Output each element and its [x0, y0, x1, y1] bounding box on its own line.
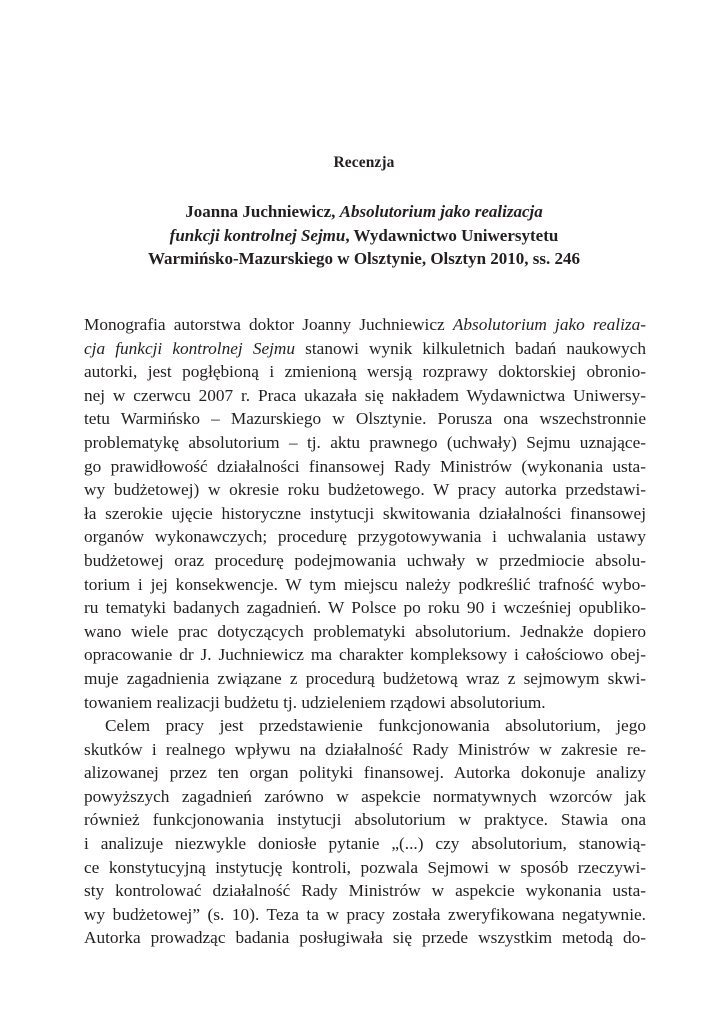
review-heading: [90, 200, 638, 271]
text-line: towaniem realizacji budżetu tj. udzieleniem rządowi absolutorium.: [84, 692, 546, 712]
text-line: wano wiele prac dotyczących problematyki absolutorium. Jednakże dopiero: [84, 621, 646, 641]
heading-title-italic: funkcji kontrolnej Sejmu: [169, 225, 346, 245]
text-run: stanowi wynik kilkuletnich badań naukowych: [295, 338, 646, 358]
text-line: nej w czerwcu 2007 r. Praca ukazała się nakładem Wydawnictwa Uniwersy-: [84, 385, 646, 405]
text-line: powyższych zagadnień zarówno w aspekcie normatywnych wzorców jak: [84, 786, 646, 806]
text-line: budżetowej oraz procedurę podejmowania uchwały w przedmiocie absolu-: [84, 550, 646, 570]
paragraph-2: [84, 714, 646, 950]
text-line: ru tematyki badanych zagadnień. W Polsce po roku 90 i wcześniej opubliko-: [84, 598, 646, 618]
heading-publisher-details: Warmińsko-Mazurskiego w Olsztynie, Olsztyn 2010, ss. 246: [147, 249, 581, 268]
text-line: Autorka prowadząc badania posługiwała się przede wszystkim metodą do-: [84, 928, 646, 948]
heading-author: Joanna Juchniewicz,: [185, 202, 340, 221]
heading-line: [90, 224, 638, 248]
text-line: również funkcjonowania instytucji absolutorium w praktyce. Stawia ona: [84, 810, 646, 830]
text-line: opracowanie dr J. Juchniewicz ma charakter kompleksowy i całościowo obej-: [84, 645, 646, 665]
text-line: i analizuje niezwykle doniosłe pytanie „(...) czy absolutorium, stanowią-: [84, 834, 646, 854]
book-title-italic: Absolutorium jako realiza-: [452, 315, 646, 334]
text-line: torium i jej konsekwencje. W tym miejscu należy podkreślić trafność wybo-: [84, 574, 646, 594]
text-line: go prawidłowość działalności finansowej Rady Ministrów (wykonania usta-: [84, 456, 646, 476]
text-line: ła szerokie ujęcie historyczne instytucji skwitowania działalności finansowej: [84, 503, 646, 523]
heading-title-italic: Absolutorium jako realizacja: [339, 202, 543, 221]
text-line: autorki, jest pogłębioną i zmienioną wersją rozprawy doktorskiej obronio-: [84, 362, 646, 382]
text-line: ce konstytucyjną instytucję kontroli, pozwala Sejmowi w sposób rzeczywi-: [84, 857, 646, 877]
heading-publisher: , Wydawnictwo Uniwersytetu: [345, 225, 559, 245]
text-line: [84, 337, 646, 361]
text-line: sty kontrolować działalność Rady Ministrów w aspekcie wykonania usta-: [84, 881, 646, 901]
review-body: [84, 313, 646, 950]
text-line: wy budżetowej) w okresie roku budżetowego. W pracy autorka przedstawi-: [84, 480, 646, 500]
text-line: problematykę absolutorium – tj. aktu prawnego (uchwały) Sejmu uznające-: [84, 432, 646, 452]
text-line: wy budżetowej” (s. 10). Teza ta w pracy została zweryfikowana negatywnie.: [84, 904, 646, 924]
text-line: alizowanej przez ten organ polityki finansowej. Autorka dokonuje analizy: [84, 763, 646, 783]
text-line: organów wykonawczych; procedurę przygotowywania i uchwalania ustawy: [84, 527, 646, 547]
section-label: Recenzja: [333, 154, 395, 171]
text-line: [84, 313, 646, 337]
text-line: tetu Warmińsko – Mazurskiego w Olsztynie. Porusza ona wszechstronnie: [84, 409, 646, 429]
text-line: skutków i realnego wpływu na działalność Rady Ministrów w zakresie re-: [84, 739, 646, 759]
heading-line: [90, 247, 638, 271]
book-title-italic: cja funkcji kontrolnej Sejmu: [84, 338, 296, 358]
text-line: Celem pracy jest przedstawienie funkcjonowania absolutorium, jego: [105, 716, 646, 736]
text-line: muje zagadnienia związane z procedurą budżetową wraz z sejmowym skwi-: [84, 668, 646, 688]
text-run: Monografia autorstwa doktor Joanny Juchniewicz: [84, 315, 453, 334]
paragraph-1: [84, 313, 646, 714]
heading-line: [90, 200, 638, 224]
